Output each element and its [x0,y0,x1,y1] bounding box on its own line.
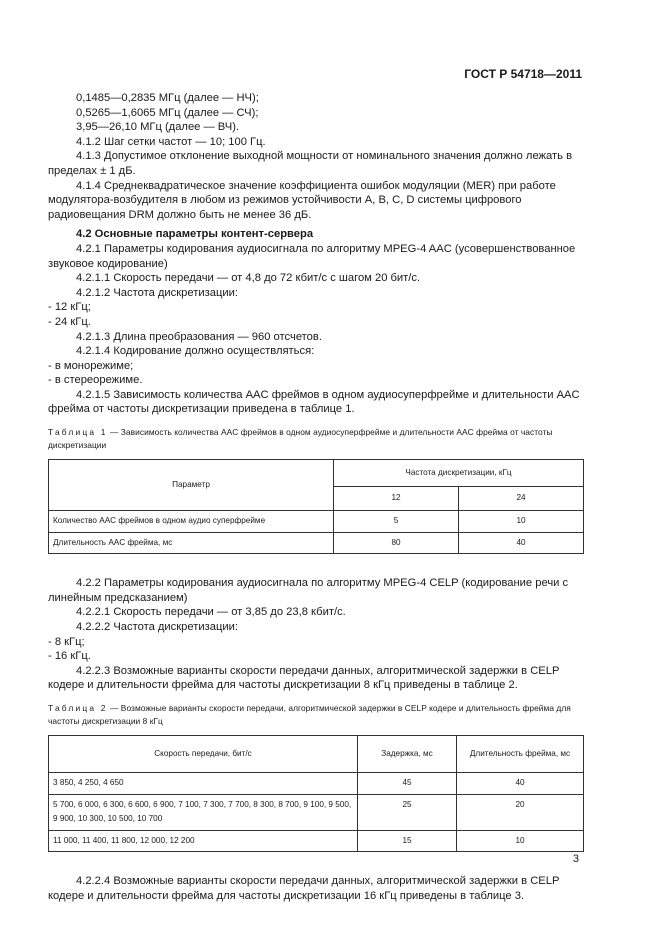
clause-4-1-4: 4.1.4 Среднеквадратическое значение коэффициента ошибок модуляции (MER) при работе модулятора-возбудителя в любом из режимов устойчивости A, B, C, D системы цифрового радиовещания DRM должно быть не менее 36 дБ. [48,179,556,221]
page-number: 3 [572,853,579,865]
table-row [49,773,584,795]
table-cell: 25 [358,794,457,830]
table-1-header-param: Параметр [49,460,334,511]
table-1 [48,459,584,554]
clause-4-1-2: 4.1.2 Шаг сетки частот — 10; 100 Гц. [76,135,266,148]
table-2-label: Таблица 2 [48,703,108,713]
table-cell: 3 850, 4 250, 4 650 [49,773,358,795]
table-row [49,511,584,533]
table-row [49,532,584,554]
range-lf: 0,1485—0,2835 МГц (далее — НЧ); [76,92,259,104]
table-cell: 10 [457,830,584,852]
table-cell: 80 [334,532,459,554]
clause-4-2-1-4: 4.2.1.4 Кодирование должно осуществляться: [76,345,315,358]
table-2-header-duration: Длительность фрейма, мс [457,736,584,773]
table-1-header-24: 24 [459,487,584,511]
table-1-label: Таблица 1 [48,427,108,438]
table-1-header-freq: Частота дискретизации, кГц [334,460,584,487]
section-heading-4-2: 4.2 Основные параметры контент-сервера [76,228,314,241]
range-hf: 3,95—26,10 МГц (далее — ВЧ). [76,121,240,134]
list-item: - в стереорежиме. [48,374,143,387]
table-cell: 11 000, 11 400, 11 800, 12 000, 12 200 [49,830,358,852]
clause-4-2-1-5: 4.2.1.5 Зависимость количества AAC фреймов в одном аудиосуперфрейме и длительности AAC фрейма от частоты дискретизации приведена в таблице 1. [48,388,580,416]
clause-4-2-1: 4.2.1 Параметры кодирования аудиосигнала по алгоритму MPEG-4 AAC (усовершенствованное звуковое кодирование) [48,242,576,270]
clause-4-2-2-3: 4.2.2.3 Возможные варианты скорости передачи данных, алгоритмической задержки в CELP кодере и длительности фрейма для частоты дискретизации 8 кГц приведены в таблице 2. [48,664,560,692]
table-cell: 15 [358,830,457,852]
clause-4-2-1-3: 4.2.1.3 Длина преобразования — 960 отсчетов. [76,330,322,343]
table-cell: Длительность AAC фрейма, мс [49,532,334,554]
list-item: - в монорежиме; [48,359,134,372]
table-2-caption [48,702,584,728]
table-1-header-12: 12 [334,487,459,511]
table-2-header-delay: Задержка, мс [358,736,457,773]
clause-4-2-1-2: 4.2.1.2 Частота дискретизации: [76,286,238,299]
list-item: - 12 кГц; [48,301,91,314]
document-header: ГОСТ Р 54718—2011 [464,67,582,81]
range-mf: 0,5265—1,6065 МГц (далее — СЧ); [76,106,259,119]
clause-4-2-2-1: 4.2.2.1 Скорость передачи — от 3,85 до 23,8 кбит/с. [76,606,346,619]
page-body [48,91,584,904]
table-1-title: — Зависимость количества AAC фреймов в одном аудиосуперфрейме и длительности AAC фрейма от частоты дискретизации [48,427,553,451]
list-item: - 24 кГц. [48,315,91,328]
clause-4-2-2: 4.2.2 Параметры кодирования аудиосигнала по алгоритму MPEG-4 CELP (кодирование речи с линейным предсказанием) [48,577,569,604]
table-cell: Количество AAC фреймов в одном аудио суперфрейме [49,511,334,533]
table-cell: 40 [459,532,584,554]
list-item: - 16 кГц. [48,650,91,663]
table-cell: 45 [358,773,457,795]
table-cell: 10 [459,511,584,533]
table-2 [48,735,584,852]
table-2-header-rate: Скорость передачи, бит/с [49,736,358,773]
list-item: - 8 кГц; [48,635,85,648]
table-row [49,794,584,830]
table-row [49,830,584,852]
clause-4-2-2-4: 4.2.2.4 Возможные варианты скорости передачи данных, алгоритмической задержки в CELP кодере и длительности фрейма для частоты дискретизации 16 кГц приведены в таблице 3. [48,875,560,902]
table-cell: 5 700, 6 000, 6 300, 6 600, 6 900, 7 100, 7 300, 7 700, 8 300, 8 700, 9 100, 9 500, 9 900, 10 300, 10 500, 10 700 [49,794,358,830]
clause-4-1-3: 4.1.3 Допустимое отклонение выходной мощности от номинального значения должно лежать в пределах ± 1 дБ. [48,150,573,177]
table-2-title: — Возможные варианты скорости передачи, алгоритмической задержки в CELP кодере и длительность фрейма для частоты дискретизации 8 кГц [48,703,571,726]
table-cell: 20 [457,794,584,830]
table-1-caption [48,426,584,452]
clause-4-2-2-2: 4.2.2.2 Частота дискретизации: [76,621,238,634]
table-cell: 40 [457,773,584,795]
clause-4-2-1-1: 4.2.1.1 Скорость передачи — от 4,8 до 72 кбит/с с шагом 20 бит/с. [76,272,421,285]
table-cell: 5 [334,511,459,533]
